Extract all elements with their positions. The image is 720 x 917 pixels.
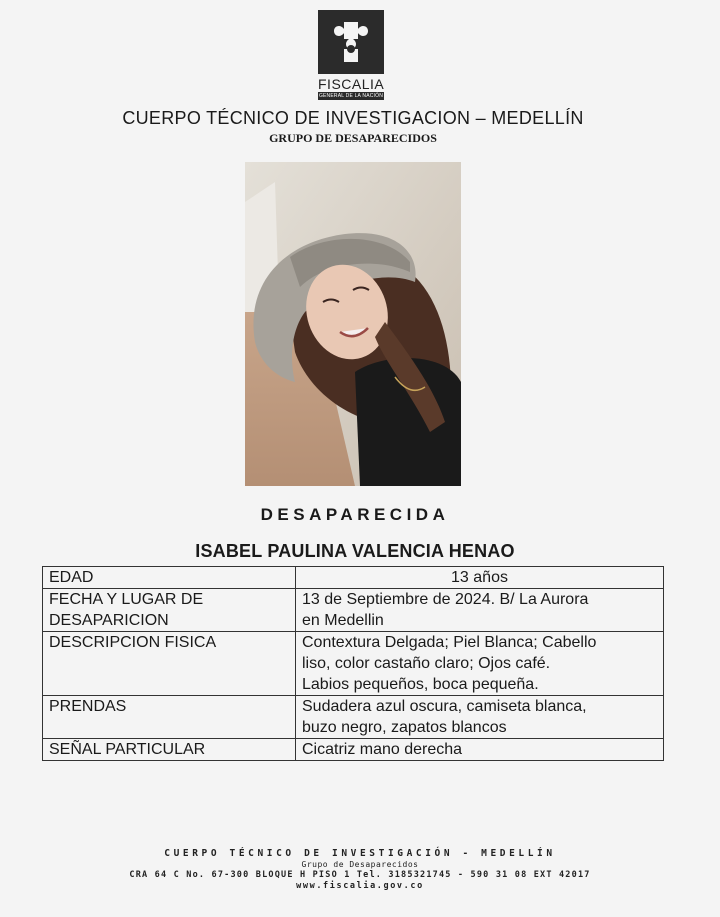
footer-org: CUERPO TÉCNICO DE INVESTIGACIÓN - MEDELLÍN [164, 848, 556, 859]
person-name: ISABEL PAULINA VALENCIA HENAO [195, 541, 515, 561]
table-row-mark [43, 739, 664, 761]
date-value [296, 589, 664, 632]
date-label-line2: DESAPARICION [49, 612, 169, 629]
date-value-line1: 13 de Septiembre de 2024. B/ La Aurora [302, 591, 589, 608]
table-row-date [43, 589, 664, 632]
age-label: EDAD [43, 567, 296, 589]
missing-person-photo [245, 162, 461, 486]
date-label [43, 589, 296, 632]
mark-value: Cicatriz mano derecha [296, 739, 664, 761]
description-label: DESCRIPCION FISICA [43, 632, 296, 696]
clothes-value [296, 696, 664, 739]
header-subtitle: GRUPO DE DESAPARECIDOS [269, 131, 437, 145]
details-table [42, 566, 664, 761]
footer-website: www.fiscalia.gov.co [296, 881, 424, 891]
status-heading: DESAPARECIDA [260, 505, 450, 524]
table-row-description [43, 632, 664, 696]
puzzle-piece-icon [318, 10, 384, 74]
footer [0, 848, 720, 892]
age-value: 13 años [296, 567, 664, 589]
description-value [296, 632, 664, 696]
clothes-label: PRENDAS [43, 696, 296, 739]
clothes-line2: buzo negro, zapatos blancos [302, 719, 507, 736]
table-row-age [43, 567, 664, 589]
description-line3: Labios pequeños, boca pequeña. [302, 676, 539, 693]
header-title: CUERPO TÉCNICO DE INVESTIGACION – MEDELLÍN [122, 108, 584, 128]
date-value-line2: en Medellin [302, 612, 384, 629]
fiscalia-logo [318, 10, 384, 100]
description-line2: liso, color castaño claro; Ojos café. [302, 655, 551, 672]
table-row-clothes [43, 696, 664, 739]
footer-address: CRA 64 C No. 67-300 BLOQUE H PISO 1 Tel. 3185321745 - 590 31 08 EXT 42017 [129, 870, 591, 880]
footer-group: Grupo de Desaparecidos [301, 860, 419, 869]
logo-subtitle: GENERAL DE LA NACIÓN [318, 93, 384, 99]
clothes-line1: Sudadera azul oscura, camiseta blanca, [302, 698, 587, 715]
description-line1: Contextura Delgada; Piel Blanca; Cabello [302, 634, 597, 651]
mark-label: SEÑAL PARTICULAR [43, 739, 296, 761]
logo-wordmark: FISCALIA [318, 76, 385, 92]
date-label-line1: FECHA Y LUGAR DE [49, 591, 204, 608]
